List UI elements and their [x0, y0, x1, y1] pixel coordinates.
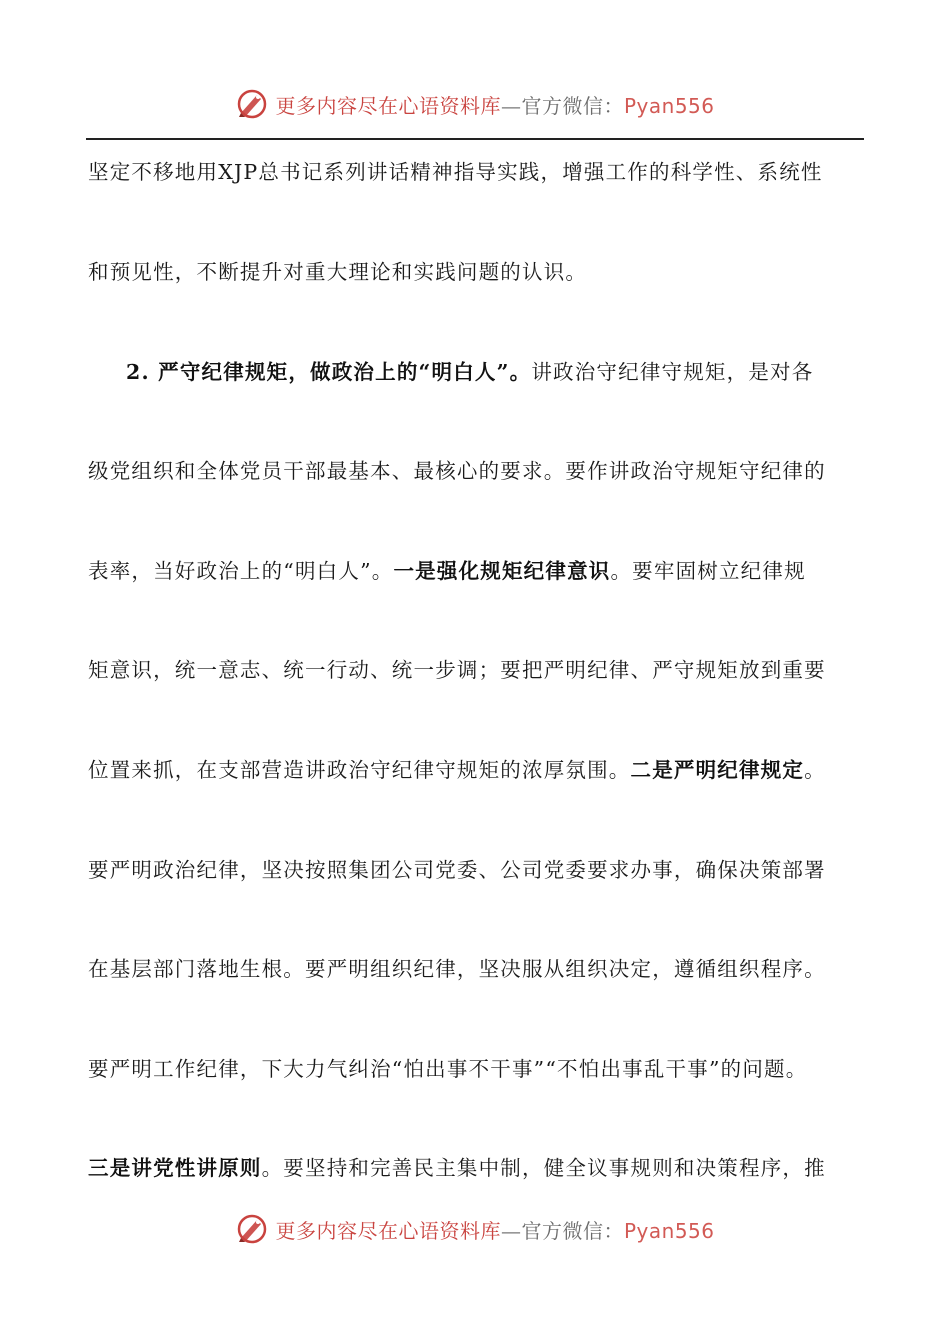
body-text: 。要牢固树立纪律规	[610, 558, 806, 583]
body-text: 讲政治守纪律守规矩，是对各	[531, 359, 814, 384]
body-text: 。要坚持和完善民主集中制，健全议事规则和决策程序，推	[261, 1156, 826, 1181]
point-heading: 一是强化规矩纪律意识	[393, 558, 611, 583]
body-line: 要严明工作纪律，下大力气纠治“怕出事不干事”“不怕出事乱干事”的问题。	[88, 1056, 808, 1081]
body-line: 矩意识，统一意志、统一行动、统一步调；要把严明纪律、严守规矩放到重要	[88, 658, 826, 683]
point-heading: 二是严明纪律规定	[630, 757, 805, 782]
footer-banner-prefix: 更多内容尽在心语资料库	[275, 1218, 501, 1243]
header-banner	[0, 82, 950, 126]
header-banner-label: 官方微信：	[521, 93, 624, 118]
header-banner-text	[275, 90, 714, 119]
body-text: 表率，当好政治上的“明白人”。	[88, 558, 394, 583]
footer-banner	[0, 1207, 950, 1251]
body-line	[88, 748, 866, 848]
document-body	[88, 150, 866, 1246]
header-banner-dash: —	[500, 93, 522, 118]
body-text: 位置来抓，在支部营造讲政治守纪律守规矩的浓厚氛围。	[88, 757, 631, 782]
body-line	[88, 350, 866, 450]
body-line: 坚定不移地用XJP总书记系列讲话精神指导实践，增强工作的科学性、系统性	[88, 160, 823, 184]
brand-logo-icon	[235, 87, 269, 121]
body-line: 在基层部门落地生根。要严明组织纪律，坚决服从组织决定，遵循组织程序。	[88, 957, 826, 982]
footer-banner-id: Pyan556	[623, 1218, 715, 1243]
body-text: 。	[804, 757, 826, 782]
section-heading: 2. 严守纪律规矩，做政治上的“明白人”。	[126, 359, 532, 384]
body-line: 要严明政治纪律，坚决按照集团公司党委、公司党委要求办事，确保决策部署	[88, 857, 826, 882]
body-line: 和预见性，不断提升对重大理论和实践问题的认识。	[88, 260, 588, 284]
header-banner-prefix: 更多内容尽在心语资料库	[275, 93, 501, 118]
header-banner-id: Pyan556	[623, 93, 715, 118]
point-heading: 三是讲党性讲原则	[88, 1156, 262, 1181]
footer-banner-text	[275, 1215, 714, 1244]
brand-logo-icon	[235, 1212, 269, 1246]
footer-banner-label: 官方微信：	[521, 1218, 624, 1243]
header-divider	[86, 138, 864, 140]
footer-banner-dash: —	[500, 1218, 522, 1243]
body-line: 级党组织和全体党员干部最基本、最核心的要求。要作讲政治守规矩守纪律的	[88, 459, 826, 484]
body-line	[88, 549, 866, 649]
